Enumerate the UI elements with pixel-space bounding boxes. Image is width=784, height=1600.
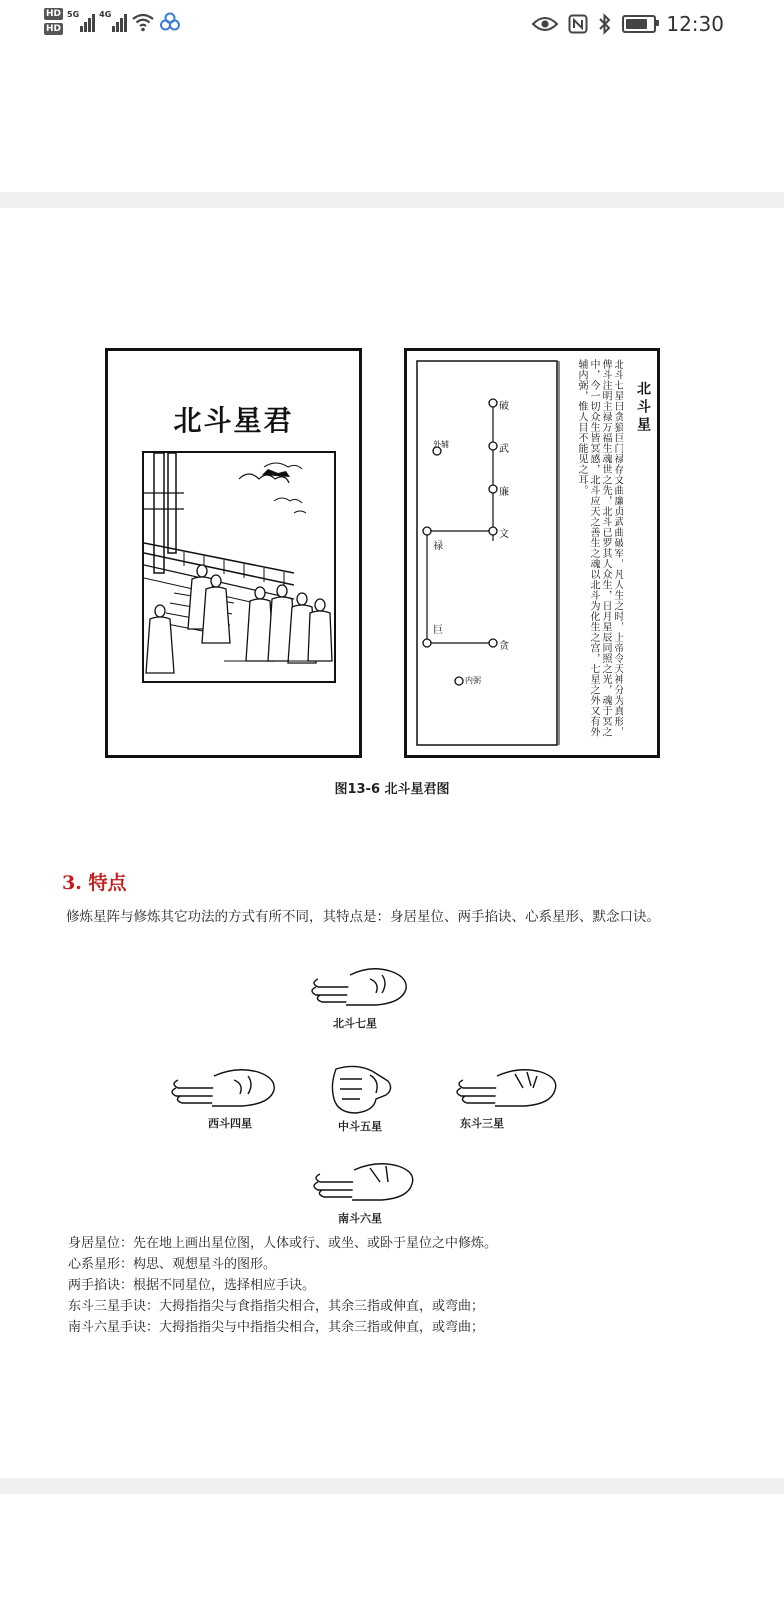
- hd-badge-1: HD: [46, 9, 62, 19]
- star-label-tan: 贪: [499, 641, 509, 652]
- status-right: [532, 12, 724, 36]
- page-gap-bottom: [0, 1478, 784, 1494]
- hand-north-icon: [310, 965, 410, 1007]
- star-label-wen: 文: [499, 529, 509, 540]
- figure-left-title: 北斗星君: [173, 404, 294, 437]
- hand-south-icon: [312, 1160, 416, 1204]
- hand-label-east: 东斗三星: [460, 1117, 504, 1130]
- eye-icon: [532, 15, 558, 33]
- hand-label-north: 北斗七星: [333, 1017, 377, 1030]
- signal-icon: [99, 8, 127, 32]
- hand-label-center: 中斗五星: [338, 1120, 382, 1133]
- hand-west-icon: [170, 1068, 278, 1110]
- hand-center-icon: [326, 1063, 398, 1115]
- figure-right-text: 北斗七星曰贪狼巨门禄存文曲廉贞武曲破军，凡人生之时，上帝令天神分为真形，俾斗注明主禄万福生魂世之先，北斗已罗其人众生，日月星辰同照之光，魂于冥之中，今一切众生皆冥感，北斗应天之善生之魂以北斗为化生之宫，七星之外又有外辅内弼，惟人目不能见之耳。: [576, 359, 623, 737]
- hd-badge-2: HD: [46, 24, 62, 34]
- body-line: 身居星位：先在地上画出星位图，人体或行、或坐、或卧于星位之中修炼。: [68, 1236, 498, 1251]
- body-line: 心系星形：构思、观想星斗的图形。: [68, 1257, 277, 1272]
- body-line: 东斗三星手诀：大拇指指尖与食指指尖相合，其余三指或伸直，或弯曲；: [68, 1299, 485, 1314]
- page-gap-top: [0, 192, 784, 208]
- star-label-po: 破: [499, 401, 509, 412]
- star-label-waifu: 外辅: [433, 440, 449, 449]
- status-left: [44, 8, 181, 35]
- hand-label-west: 西斗四星: [208, 1117, 252, 1130]
- star-label-ju: 巨: [433, 625, 443, 636]
- star-label-lian: 廉: [499, 487, 509, 498]
- body-lines: [68, 1233, 497, 1338]
- figure-panel-left: [105, 348, 362, 758]
- network-type-2: 4G: [99, 10, 112, 19]
- battery-icon: [622, 15, 656, 33]
- figure-caption: 图13-6 北斗星君图: [334, 782, 450, 797]
- body-line: 两手掐诀：根据不同星位，选择相应手诀。: [68, 1278, 316, 1293]
- star-label-neibi: 内弼: [465, 676, 481, 685]
- section-heading: 3. 特点: [62, 872, 127, 894]
- hand-label-south: 南斗六星: [338, 1212, 382, 1225]
- nfc-icon: [568, 14, 588, 34]
- body-line: 南斗六星手诀：大拇指指尖与中指指尖相合，其余三指或伸直，或弯曲；: [68, 1320, 485, 1335]
- section-paragraph: 修炼星阵与修炼其它功法的方式有所不同，其特点是：身居星位、两手掐诀、心系星形、默念口诀。: [66, 909, 660, 925]
- cloud-sync-icon: [159, 11, 181, 33]
- palace-illustration: [142, 451, 336, 683]
- battery-fill: [626, 19, 646, 29]
- status-bar: [0, 0, 784, 50]
- bluetooth-icon: [598, 13, 612, 35]
- hand-east-icon: [455, 1068, 559, 1110]
- star-label-lu: 禄: [433, 541, 443, 552]
- signal-icon: [67, 8, 95, 32]
- clock: 12:30: [666, 12, 724, 36]
- wifi-icon: [131, 11, 155, 33]
- star-label-wu: 武: [499, 444, 509, 455]
- figure-right-title: 北斗星: [635, 381, 651, 435]
- network-type-1: 5G: [67, 10, 80, 19]
- figure-panel-right: [404, 348, 660, 758]
